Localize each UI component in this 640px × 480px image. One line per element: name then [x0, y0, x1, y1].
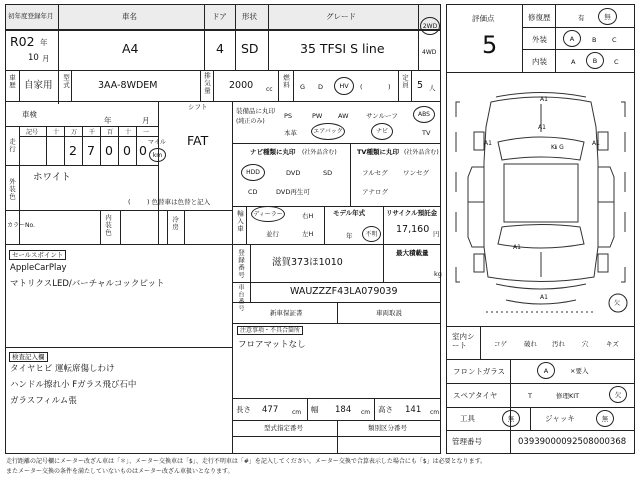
- model-year-unknown-circle: [362, 226, 381, 242]
- footer-line-1: 走行距離の記号欄にメーター改ざん車は「＊」、メーター交換車は「$」、走行不明車は「#」を記入してください。メーター交換で合算表示した場合にも「$」は必要となります。: [6, 458, 487, 465]
- drive-2wd: 2WD: [422, 22, 438, 30]
- score-label: 評価点: [472, 14, 495, 23]
- model-year-label: モデル年式: [333, 209, 366, 217]
- inspector-line-2: ハンドル擦れ小 Fガラス飛び石中: [10, 380, 137, 390]
- repair-history-label: 修復歴: [528, 13, 551, 22]
- tv-oneseg: ワンセグ: [403, 169, 429, 177]
- aircon-label: 冷房: [171, 216, 179, 231]
- reg-date-label: 初年度登録年月: [8, 12, 54, 20]
- height-unit: cm: [430, 409, 440, 416]
- capacity-unit: 人: [429, 84, 436, 92]
- import-left-hand: 左H: [302, 230, 314, 238]
- inspection-month-label: 月: [142, 116, 150, 125]
- nav-hdd: HDD: [246, 169, 260, 176]
- fuel-hv-circle: [334, 77, 354, 95]
- notice-label: 注意事項・不具合箇所: [237, 326, 303, 335]
- digit-label-man: 万: [71, 129, 78, 136]
- digit-label-one: 一: [143, 129, 150, 136]
- equipment-subtitle: (純正のみ): [236, 118, 265, 125]
- digit-label-hundred: 百: [107, 129, 114, 136]
- max-load-label: 最大積載量: [396, 249, 429, 257]
- nav-type-title: ナビ種類に丸印: [250, 148, 296, 156]
- equip-nav: ナビ: [375, 128, 388, 135]
- plate-value: 滋賀373ほ1010: [272, 257, 343, 268]
- nav-cd: CD: [248, 188, 258, 196]
- fuel-hv: HV: [339, 82, 349, 90]
- equip-ps: PS: [284, 112, 293, 120]
- tools-none: 無: [507, 414, 515, 423]
- displacement-unit: cc: [266, 86, 273, 93]
- spare-kit: 修理KIT: [556, 392, 580, 400]
- diagram-mark-a1-right: A1: [592, 140, 600, 147]
- exterior-color-label: 外装色: [8, 178, 16, 201]
- nav-type-sub: (社外品含む): [302, 149, 337, 156]
- category-label: 車歴: [8, 74, 16, 89]
- vin-value: WAUZZZF43LA079039: [290, 286, 398, 297]
- height-label: 高さ: [378, 405, 393, 414]
- car-name-value: A4: [122, 41, 139, 56]
- room-tear: 破れ: [524, 340, 537, 348]
- model-label: 型式: [62, 74, 70, 89]
- vin-label: 車台番号: [237, 284, 244, 312]
- recycle-value: 17,160: [396, 224, 430, 235]
- tools-none-circle: [502, 410, 520, 427]
- reg-month-unit: 月: [42, 54, 50, 63]
- import-label: 輸入車: [236, 210, 244, 233]
- model-value: 3AA-8WDEM: [98, 80, 158, 91]
- door-label: ドア: [212, 12, 227, 21]
- width-label: 幅: [311, 405, 319, 414]
- length-value: 477: [262, 405, 279, 415]
- equip-tv: TV: [422, 129, 431, 137]
- interior-b-circle: [586, 52, 604, 69]
- unit-km-circle: [149, 148, 166, 162]
- spare-none-circle: [609, 386, 627, 403]
- unit-mile: マイル: [148, 139, 166, 146]
- mileage-digit-1: 2: [69, 143, 77, 158]
- exterior-a: A: [569, 34, 575, 43]
- equip-abs-circle: [413, 106, 435, 123]
- sales-point-line-2: マトリクスLED/バーチャルコックピット: [10, 279, 165, 289]
- reg-year: R02: [10, 34, 35, 49]
- equip-airbag-circle: [311, 123, 345, 140]
- exterior-color-value: ホワイト: [33, 172, 71, 183]
- shift-label: シフト: [188, 103, 208, 111]
- digit-label-ten-thousand: 十: [53, 129, 60, 136]
- inspector-notes-label: 検査記入欄: [9, 352, 48, 362]
- recycle-label: リサイクル預託金: [386, 209, 438, 217]
- color-no-label: カラーNo.: [7, 222, 35, 229]
- exterior-grade-label: 外装: [532, 35, 547, 44]
- mileage-digit-3: 0: [105, 143, 113, 158]
- color-note: ) 色替車は色替と記入: [147, 198, 211, 206]
- spare-none: 欠: [614, 390, 622, 399]
- notice-text: フロアマットなし: [238, 340, 306, 350]
- fuel-other-open: (: [360, 83, 363, 91]
- type-cert-label: 型式指定番号: [264, 424, 303, 432]
- jack-none-circle: [596, 410, 614, 427]
- fuel-g: G: [300, 83, 306, 91]
- repair-yes: 有: [578, 14, 585, 22]
- tv-fullseg: フルセグ: [362, 169, 388, 177]
- manual-label: 車両取説: [376, 309, 402, 317]
- mileage-digit-2: 7: [87, 143, 95, 158]
- nav-dvd: DVD: [286, 169, 301, 177]
- interior-b: B: [592, 56, 598, 65]
- room-hole: 穴: [582, 340, 589, 348]
- diagram-mark-a1-top: A1: [540, 96, 548, 103]
- diagram-mark-missing: 欠: [614, 300, 621, 307]
- diagram-mark-a1-bottom: A1: [540, 294, 548, 301]
- inspection-label: 車検: [22, 110, 37, 119]
- capacity-label: 定員: [401, 74, 409, 89]
- tv-type-title: TV種類に丸印: [357, 148, 399, 156]
- car-name-label: 車名: [122, 12, 137, 21]
- fuel-other-close: ): [388, 83, 391, 91]
- equip-sunroof: サンルーフ: [366, 112, 398, 120]
- interior-a: A: [571, 58, 576, 66]
- exterior-c: C: [612, 36, 617, 44]
- equip-pw: PW: [312, 112, 323, 120]
- import-dealer: ディーラー: [253, 210, 283, 218]
- windshield-a: A: [543, 366, 549, 375]
- equip-abs: ABS: [418, 111, 430, 118]
- equip-airbag: エアバック: [313, 128, 343, 135]
- recycle-unit: 円: [433, 230, 440, 238]
- digit-label-ten: 十: [125, 129, 132, 136]
- fuel-d: D: [318, 83, 324, 91]
- class-label: 類別区分番号: [368, 424, 407, 432]
- mileage-digit-5: 0: [139, 143, 147, 158]
- warranty-label: 新車保証書: [270, 309, 303, 317]
- color-note-open: (: [128, 198, 131, 206]
- repair-no: 無: [604, 12, 611, 21]
- reg-year-unit: 年: [40, 38, 48, 47]
- diagram-mark-a1-mid: A1: [538, 124, 546, 131]
- windshield-x: ×要入: [570, 367, 589, 375]
- jack-none: 無: [601, 414, 609, 423]
- drive-4wd: 4WD: [422, 49, 437, 56]
- fuel-label: 燃料: [282, 74, 290, 89]
- interior-grade-label: 内装: [532, 57, 547, 66]
- manage-no-label: 管理番号: [452, 437, 482, 446]
- nav-hdd-circle: [241, 164, 265, 181]
- plate-label: 登録番号: [237, 249, 245, 279]
- unit-km: km: [152, 151, 163, 159]
- windshield-label: フロントガラス: [453, 367, 506, 376]
- digit-label-thousand: 千: [89, 129, 96, 136]
- drive-2wd-circle: [420, 17, 440, 35]
- capacity-value: 5: [417, 80, 424, 91]
- max-load-unit: kg: [434, 270, 442, 278]
- nav-dvd-play: DVD再生可: [276, 188, 310, 196]
- shift-value: FAT: [187, 133, 209, 148]
- model-year-unknown: 不明: [365, 230, 378, 238]
- shape-value: SD: [241, 41, 259, 56]
- inspector-line-1: タイヤヒビ 運転席傷しわけ: [10, 364, 115, 374]
- length-label: 長さ: [236, 405, 251, 414]
- equipment-title: 装備品に丸印: [236, 107, 275, 115]
- car-damage-diagram: [446, 72, 635, 327]
- diagram-mark-a1-left: A1: [484, 140, 492, 147]
- import-right-hand: 右H: [302, 212, 314, 220]
- shape-label: 形状: [242, 12, 257, 21]
- displacement-value: 2000: [229, 80, 254, 91]
- interior-c: C: [614, 58, 619, 66]
- spare-tire-label: スペアタイヤ: [453, 391, 498, 400]
- room-scratch: キズ: [606, 340, 619, 348]
- repair-no-circle: [598, 8, 617, 25]
- grade-value: 35 TFSI S line: [300, 41, 385, 56]
- inspection-year-label: 年: [104, 116, 112, 125]
- room-sheet-label: 室内シート: [452, 332, 475, 350]
- equip-aw: AW: [338, 112, 349, 120]
- model-year-unit: 年: [346, 232, 353, 240]
- height-value: 141: [405, 405, 422, 415]
- tv-analog: アナログ: [362, 188, 388, 196]
- dealer-circle: [251, 206, 285, 222]
- import-parallel: 並行: [266, 230, 279, 238]
- run-label: 走行: [8, 138, 16, 153]
- diagram-mark-a1-lower: A1: [513, 244, 521, 251]
- jack-label: ジャッキ: [545, 414, 575, 423]
- width-value: 184: [335, 405, 352, 415]
- exterior-a-circle: [563, 30, 581, 47]
- door-value: 4: [216, 41, 224, 56]
- sales-point-label: セールスポイント: [9, 250, 66, 260]
- sales-point-line-1: AppleCarPlay: [10, 263, 67, 273]
- exterior-b: B: [592, 36, 597, 44]
- mileage-digit-4: 0: [123, 143, 131, 158]
- footer-line-2: またメーター交換の条件を満たしていないものはメーター改ざん車扱いとなります。: [6, 468, 234, 475]
- tools-label: 工具: [460, 414, 475, 423]
- room-stain: 汚れ: [552, 340, 565, 348]
- length-unit: cm: [292, 409, 302, 416]
- windshield-a-circle: [537, 362, 555, 379]
- inspector-line-3: ガラスフィルム張: [10, 396, 77, 406]
- reg-month: 10: [28, 53, 39, 63]
- score-value: 5: [482, 31, 498, 59]
- record-label: 記号: [26, 129, 39, 136]
- spare-t: T: [528, 392, 532, 400]
- interior-color-label: 内装色: [104, 214, 112, 237]
- nav-sd: SD: [323, 169, 333, 177]
- category-value: 自家用: [24, 80, 53, 91]
- equip-leather: 本革: [284, 129, 297, 137]
- equip-nav-circle: [371, 123, 393, 140]
- tv-type-sub: (社外品含む): [404, 149, 439, 156]
- grade-label: グレード: [326, 12, 356, 21]
- diagram-mark-kg: Kℹ G: [551, 144, 564, 151]
- manage-no-value: 03939000092508000368: [518, 437, 627, 447]
- room-burn: コゲ: [494, 340, 507, 348]
- displacement-label: 排気量: [203, 72, 211, 95]
- width-unit: cm: [361, 409, 371, 416]
